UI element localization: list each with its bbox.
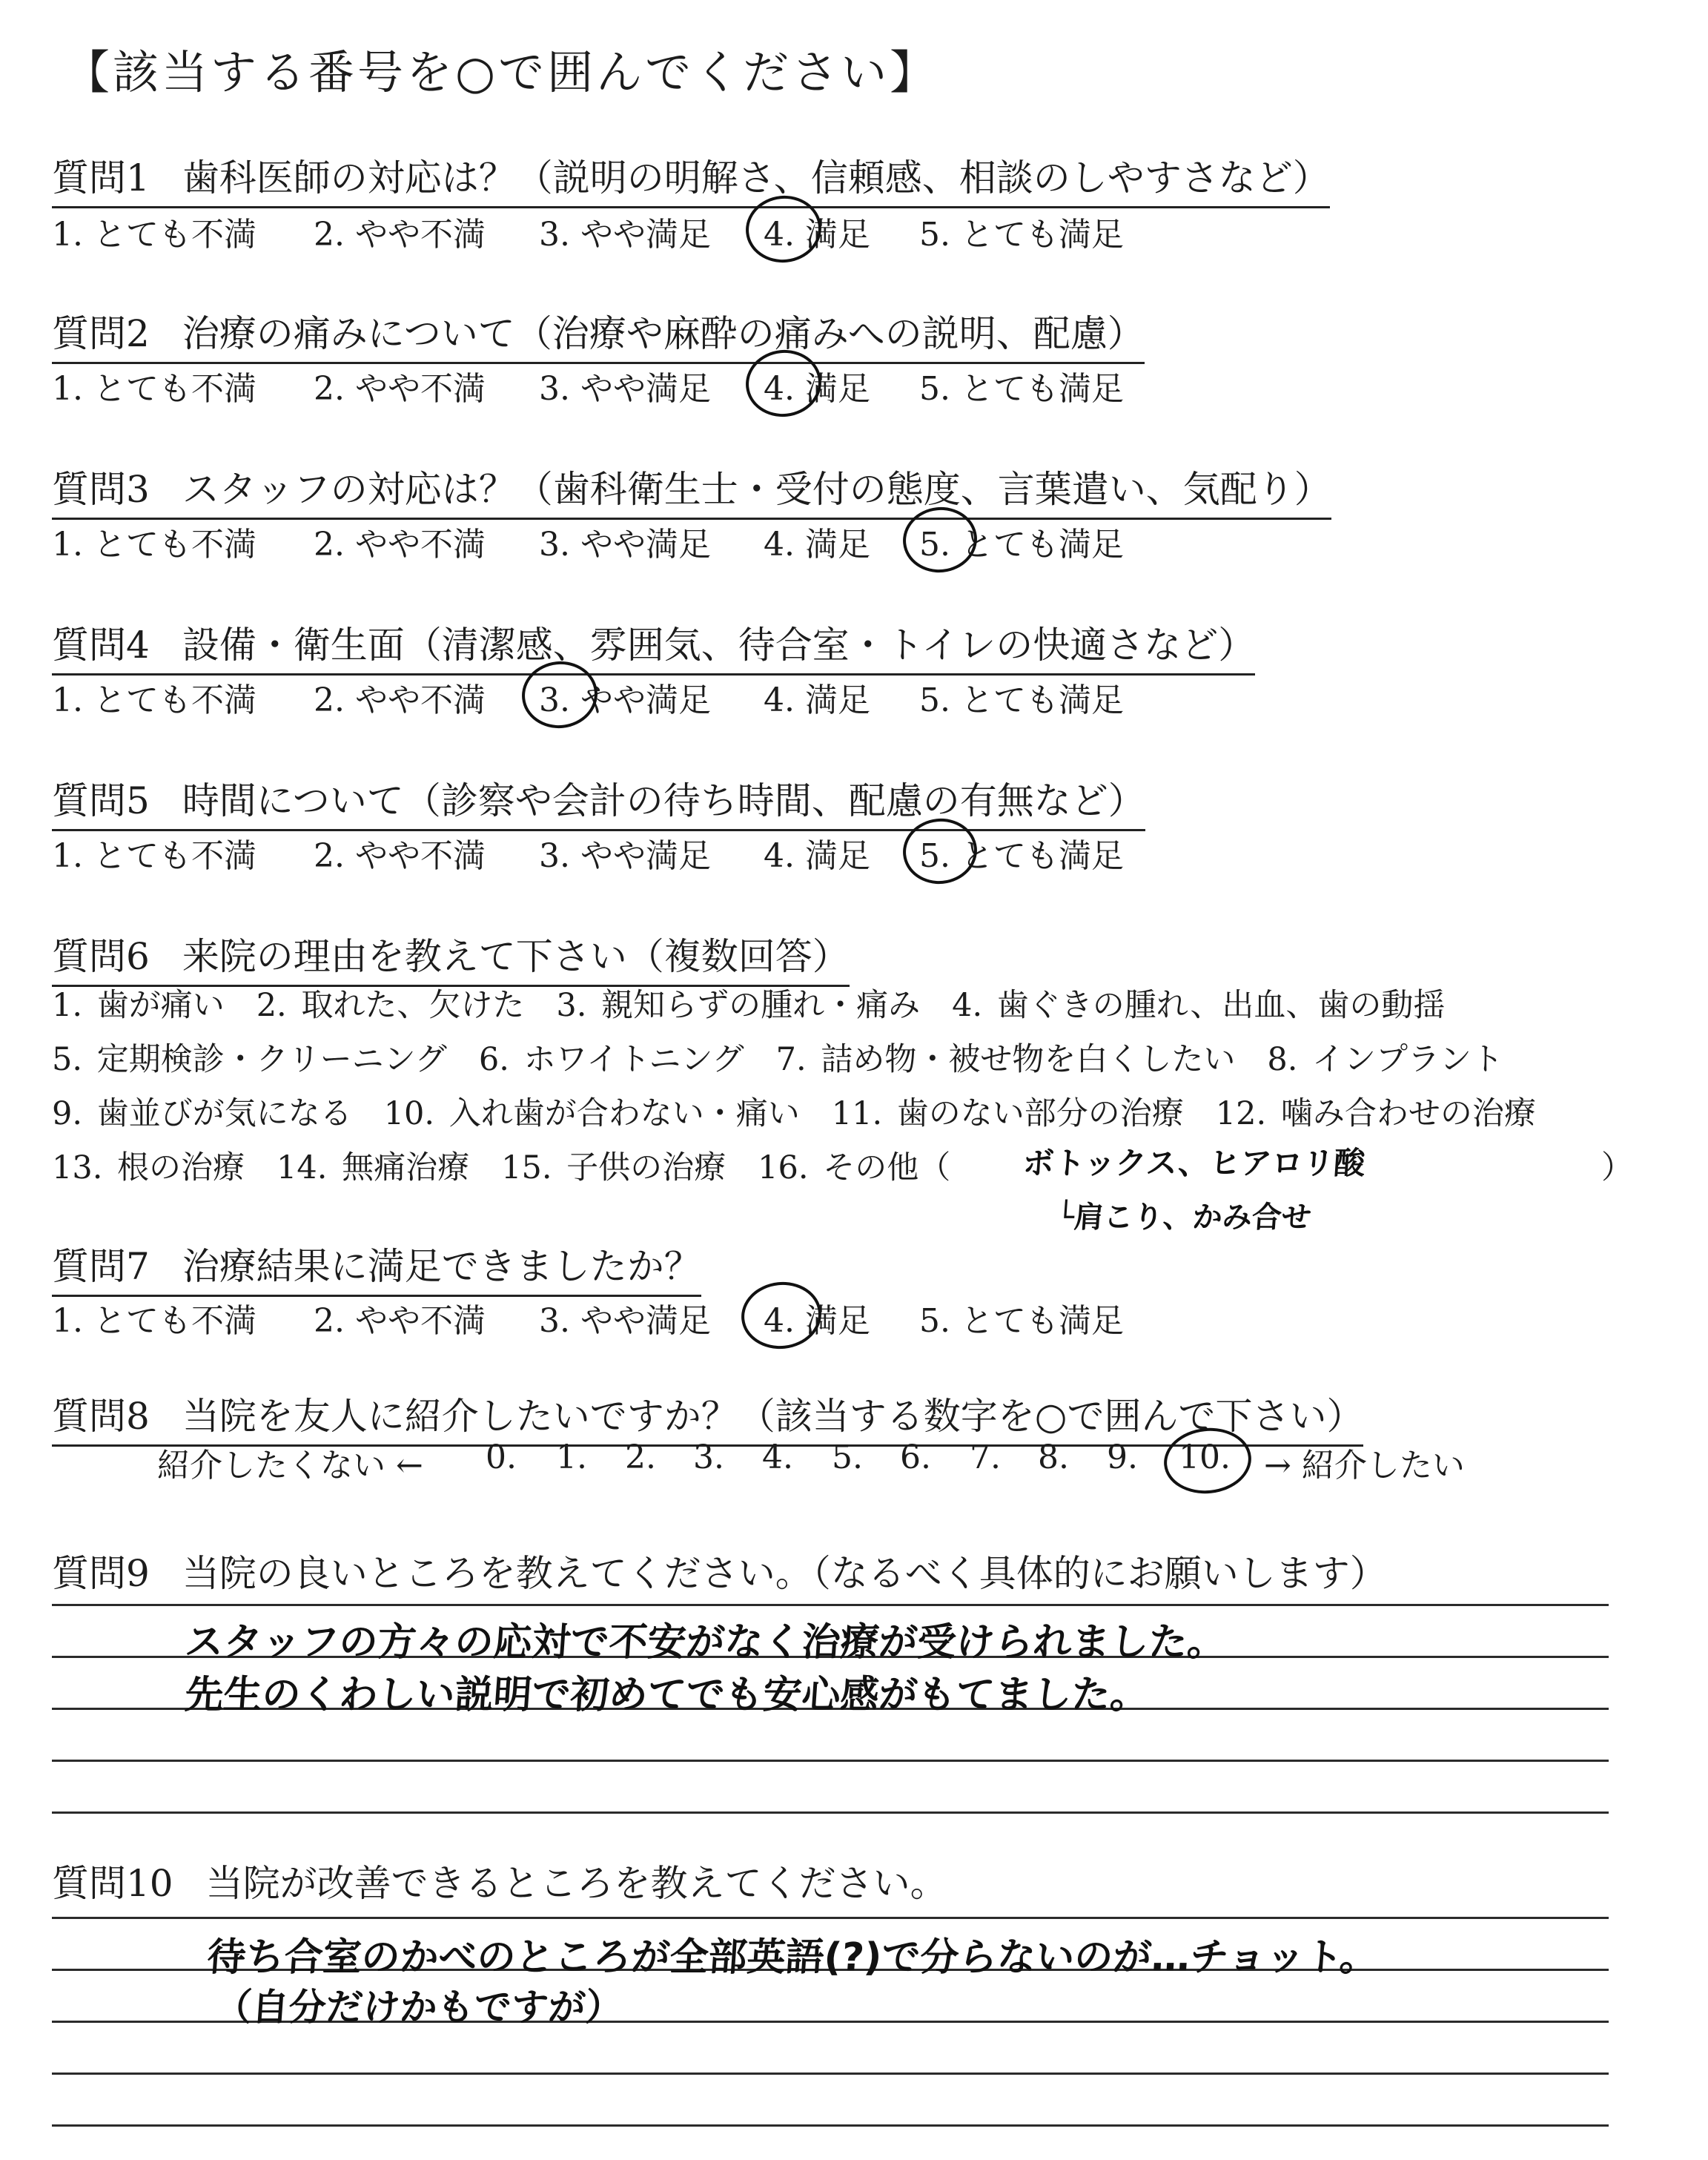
reasons-line-2: 5. 定期検診・クリーニング 6. ホワイトニング 7. 詰め物・被せ物を白くしたい 8. インプラント bbox=[52, 1041, 1504, 1078]
question-number: 質問4 bbox=[52, 624, 150, 667]
option-3[interactable]: 3. やや満足 bbox=[539, 837, 711, 875]
q9-answer-line-2: 先生のくわしい説明で初めてでも安心感がもてました。 bbox=[183, 1673, 1151, 1717]
question-3 bbox=[52, 460, 1331, 520]
handwritten-other-line-2: └肩こり、かみ合せ bbox=[1055, 1200, 1313, 1235]
option-5[interactable]: 5. とても満足 bbox=[919, 216, 1124, 254]
option-4[interactable]: 4. 満足 bbox=[764, 837, 870, 875]
question-4 bbox=[52, 615, 1255, 676]
scale-right-label: → 紹介したい bbox=[1264, 1447, 1465, 1484]
scale-number-2[interactable]: 2. bbox=[625, 1439, 656, 1476]
q10-answer-line-2: （自分だけかもですが） bbox=[213, 1986, 624, 2029]
scale-number-7[interactable]: 7. bbox=[970, 1439, 1001, 1476]
scale-number-8[interactable]: 8. bbox=[1038, 1439, 1069, 1476]
selection-circle bbox=[738, 1278, 825, 1353]
question-text: 設備・衛生面（清潔感、雰囲気、待合室・トイレの快適さなど） bbox=[182, 624, 1256, 667]
question-9 bbox=[52, 1544, 1387, 1602]
option-4[interactable]: 4. 満足 bbox=[764, 681, 870, 719]
question-5 bbox=[52, 771, 1145, 831]
survey-header: 【該当する番号を○で囲んでください】 bbox=[64, 45, 939, 99]
rating-options-q4 bbox=[52, 673, 1238, 718]
question-text: 時間について（診察や会計の待ち時間、配慮の有無など） bbox=[182, 779, 1145, 822]
rating-options-q1 bbox=[52, 208, 1238, 252]
scale-number-6[interactable]: 6. bbox=[900, 1439, 931, 1476]
question-text: 当院を友人に紹介したいですか？（該当する数字を○で囲んで下さい） bbox=[182, 1395, 1364, 1438]
option-5[interactable]: 5. とても満足 bbox=[919, 681, 1124, 719]
rating-options-q7 bbox=[52, 1294, 1238, 1338]
option-5[interactable]: 5. とても満足 bbox=[919, 837, 1124, 875]
question-text: 当院が改善できるところを教えてください。 bbox=[205, 1862, 947, 1905]
option-1[interactable]: 1. とても不満 bbox=[52, 837, 256, 875]
option-2[interactable]: 2. やや不満 bbox=[314, 837, 486, 875]
question-number: 質問8 bbox=[52, 1395, 150, 1438]
answer-line bbox=[52, 1604, 1609, 1606]
option-1[interactable]: 1. とても不満 bbox=[52, 216, 256, 254]
option-3[interactable]: 3. やや満足 bbox=[539, 216, 711, 254]
option-5[interactable]: 5. とても満足 bbox=[919, 526, 1124, 564]
scale-number-1[interactable]: 1. bbox=[556, 1439, 587, 1476]
option-1[interactable]: 1. とても不満 bbox=[52, 526, 256, 564]
scale-number-4[interactable]: 4. bbox=[762, 1439, 793, 1476]
question-number: 質問1 bbox=[52, 156, 150, 199]
question-text: 治療結果に満足できましたか？ bbox=[182, 1245, 701, 1288]
option-5[interactable]: 5. とても満足 bbox=[919, 370, 1124, 408]
option-2[interactable]: 2. やや不満 bbox=[314, 681, 486, 719]
reasons-line-1: 1. 歯が痛い 2. 取れた、欠けた 3. 親知らずの腫れ・痛み 4. 歯ぐきの腫れ、出血、歯の動揺 bbox=[52, 987, 1446, 1024]
option-4[interactable]: 4. 満足 bbox=[764, 370, 870, 408]
scale-number-5[interactable]: 5. bbox=[832, 1439, 863, 1476]
option-3[interactable]: 3. やや満足 bbox=[539, 1302, 711, 1340]
answer-line bbox=[52, 1917, 1609, 1919]
question-7 bbox=[52, 1237, 701, 1297]
option-2[interactable]: 2. やや不満 bbox=[314, 1302, 486, 1340]
question-6 bbox=[52, 927, 850, 987]
option-5[interactable]: 5. とても満足 bbox=[919, 1302, 1124, 1340]
q9-answer-line-1: スタッフの方々の応対で不安がなく治療が受けられました。 bbox=[183, 1620, 1228, 1665]
reasons-close-paren: ） bbox=[1601, 1149, 1633, 1186]
recommend-scale bbox=[0, 1439, 1708, 1490]
question-number: 質問2 bbox=[52, 312, 150, 355]
rating-options-q5 bbox=[52, 829, 1238, 873]
answer-line bbox=[52, 2124, 1609, 2127]
question-text: 治療の痛みについて（治療や麻酔の痛みへの説明、配慮） bbox=[182, 312, 1145, 355]
rating-options-q3 bbox=[52, 518, 1238, 562]
scale-number-10[interactable]: 10. bbox=[1179, 1439, 1231, 1476]
scale-left-label: 紹介したくない ← bbox=[157, 1447, 423, 1484]
scale-number-9[interactable]: 9. bbox=[1107, 1439, 1138, 1476]
option-2[interactable]: 2. やや不満 bbox=[314, 370, 486, 408]
rating-options-q2 bbox=[52, 362, 1238, 406]
question-number: 質問9 bbox=[52, 1552, 150, 1595]
option-1[interactable]: 1. とても不満 bbox=[52, 681, 256, 719]
question-2 bbox=[52, 304, 1145, 364]
scale-number-3[interactable]: 3. bbox=[693, 1439, 724, 1476]
option-3[interactable]: 3. やや満足 bbox=[539, 526, 711, 564]
option-2[interactable]: 2. やや不満 bbox=[314, 216, 486, 254]
question-text: スタッフの対応は？（歯科衛生士・受付の態度、言葉遣い、気配り） bbox=[182, 468, 1331, 511]
question-8 bbox=[52, 1387, 1363, 1447]
question-number: 質問7 bbox=[52, 1245, 150, 1288]
reasons-line-3: 9. 歯並びが気になる 10. 入れ歯が合わない・痛い 11. 歯のない部分の治療 12. 噛み合わせの治療 bbox=[52, 1095, 1536, 1132]
option-2[interactable]: 2. やや不満 bbox=[314, 526, 486, 564]
option-4[interactable]: 4. 満足 bbox=[764, 526, 870, 564]
question-10 bbox=[52, 1854, 947, 1912]
question-number: 質問6 bbox=[52, 935, 150, 978]
option-4[interactable]: 4. 満足 bbox=[764, 216, 870, 254]
reasons-line-4: 13. 根の治療 14. 無痛治療 15. 子供の治療 16. その他（ bbox=[52, 1149, 951, 1186]
answer-line bbox=[52, 1811, 1609, 1814]
question-text: 歯科医師の対応は？（説明の明解さ、信頼感、相談のしやすさなど） bbox=[182, 156, 1330, 199]
scale-number-0[interactable]: 0. bbox=[486, 1439, 517, 1476]
question-text: 来院の理由を教えて下さい（複数回答） bbox=[182, 935, 850, 978]
question-number: 質問5 bbox=[52, 779, 150, 822]
question-number: 質問3 bbox=[52, 468, 150, 511]
answer-line bbox=[52, 1760, 1609, 1762]
option-1[interactable]: 1. とても不満 bbox=[52, 370, 256, 408]
q10-answer-line-1: 待ち合室のかべのところが全部英語(?)で分らないのが…チョット。 bbox=[205, 1935, 1380, 1980]
option-4[interactable]: 4. 満足 bbox=[764, 1302, 870, 1340]
question-number: 質問10 bbox=[52, 1862, 173, 1905]
question-text: 当院の良いところを教えてください。（なるべく具体的にお願いします） bbox=[182, 1552, 1387, 1595]
question-1 bbox=[52, 148, 1330, 208]
option-3[interactable]: 3. やや満足 bbox=[539, 681, 711, 719]
option-1[interactable]: 1. とても不満 bbox=[52, 1302, 256, 1340]
answer-line bbox=[52, 2073, 1609, 2075]
handwritten-other-line-1: ボトックス、ヒアロリ酸 bbox=[1022, 1145, 1367, 1181]
option-3[interactable]: 3. やや満足 bbox=[539, 370, 711, 408]
